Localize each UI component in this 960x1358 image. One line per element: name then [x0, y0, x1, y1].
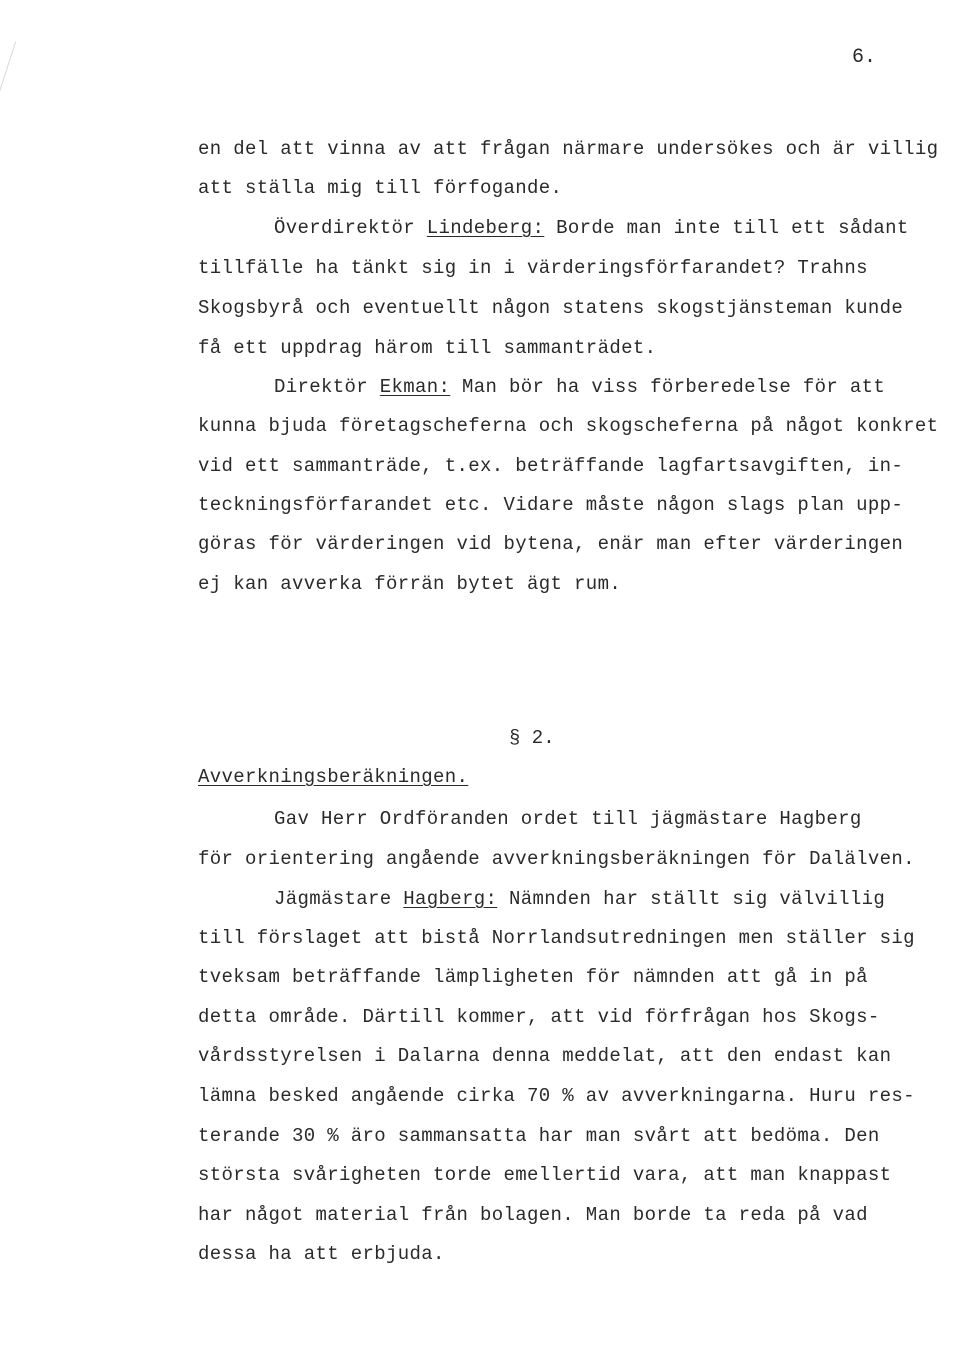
- text-line: vid ett sammanträde, t.ex. beträffande lagfartsavgiften, in-: [198, 455, 904, 477]
- text-line: att ställa mig till förfogande.: [198, 177, 563, 199]
- text-line: ej kan avverka förrän bytet ägt rum.: [198, 573, 622, 595]
- speaker-title: Direktör: [274, 376, 380, 398]
- speaker-title: Jägmästare: [274, 888, 404, 910]
- section-heading: Avverkningsberäkningen.: [198, 766, 469, 788]
- text-line: dessa ha att erbjuda.: [198, 1243, 445, 1265]
- text-line: vårdsstyrelsen i Dalarna denna meddelat, att den endast kan: [198, 1045, 892, 1067]
- speaker-name: Hagberg:: [403, 888, 498, 910]
- speech-text: Man bör ha viss förberedelse för att: [450, 376, 886, 398]
- speaker-name: Lindeberg:: [426, 217, 545, 239]
- text-line: teckningsförfarandet etc. Vidare måste någon slags plan upp-: [198, 494, 904, 516]
- speaker-name: Ekman:: [379, 376, 451, 398]
- text-line: största svårigheten torde emellertid vara, att man knappast: [198, 1164, 892, 1186]
- text-line: tveksam beträffande lämpligheten för nämnden att gå in på: [198, 966, 868, 988]
- text-line: Skogsbyrå och eventuellt någon statens skogstjänsteman kunde: [198, 297, 904, 319]
- scan-edge-mark: [0, 41, 16, 98]
- text-line: lämna besked angående cirka 70 % av avverkningarna. Huru res-: [198, 1085, 915, 1107]
- text-line: har något material från bolagen. Man borde ta reda på vad: [198, 1204, 868, 1226]
- text-line: Gav Herr Ordföranden ordet till jägmästare Hagberg: [274, 808, 862, 830]
- speaker-title: Överdirektör: [274, 217, 427, 239]
- text-line: detta område. Därtill kommer, att vid förfrågan hos Skogs-: [198, 1006, 880, 1028]
- text-line: få ett uppdrag härom till sammanträdet.: [198, 337, 657, 359]
- text-line: kunna bjuda företagscheferna och skogscheferna på något konkret: [198, 415, 939, 437]
- text-line: tillfälle ha tänkt sig in i värderingsförfarandet? Trahns: [198, 257, 868, 279]
- speech-text: Nämnden har ställt sig välvillig: [497, 888, 886, 910]
- text-line: till förslaget att bistå Norrlandsutredningen men ställer sig: [198, 927, 915, 949]
- text-line: en del att vinna av att frågan närmare undersökes och är villig: [198, 138, 939, 160]
- page-number: 6.: [852, 46, 877, 69]
- section-mark: § 2.: [509, 727, 555, 749]
- text-line: [274, 217, 909, 239]
- text-line: terande 30 % äro sammansatta har man svårt att bedöma. Den: [198, 1125, 880, 1147]
- text-line: [274, 376, 885, 398]
- speech-text: Borde man inte till ett sådant: [544, 217, 909, 239]
- text-line: [274, 888, 885, 910]
- text-line: göras för värderingen vid bytena, enär man efter värderingen: [198, 533, 904, 555]
- text-line: för orientering angående avverkningsberäkningen för Dalälven.: [198, 848, 915, 870]
